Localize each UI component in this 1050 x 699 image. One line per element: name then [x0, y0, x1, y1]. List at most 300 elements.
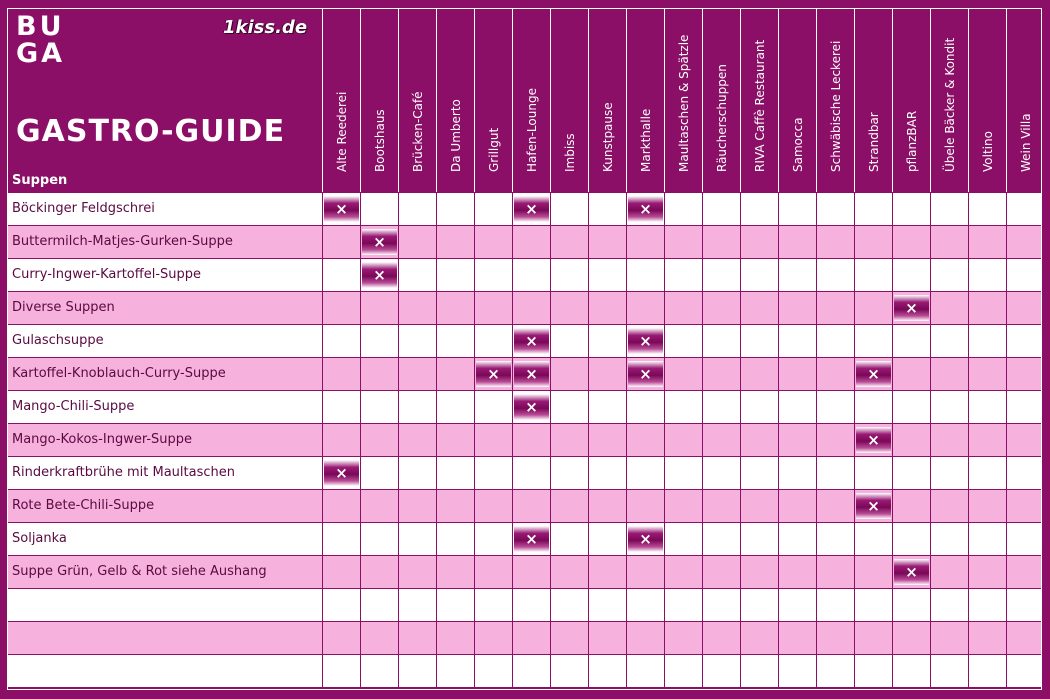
table-cell [778, 622, 816, 654]
table-cell [968, 226, 1006, 258]
table-cell [664, 391, 702, 423]
x-mark-icon: × [335, 199, 348, 218]
x-mark-icon: × [867, 364, 880, 383]
table-cell [892, 523, 930, 555]
availability-mark [362, 262, 397, 288]
table-cell [626, 259, 664, 291]
column-header [360, 9, 398, 192]
x-mark-icon: × [639, 364, 652, 383]
table-row [8, 192, 1042, 225]
table-cell [702, 622, 740, 654]
table-cell [816, 325, 854, 357]
table-cell [702, 589, 740, 621]
table-cell [740, 358, 778, 390]
table-cell [664, 655, 702, 687]
table-cell [512, 193, 550, 225]
table-cell [550, 622, 588, 654]
column-header-label: Maultaschen & Spätzle [676, 34, 691, 172]
table-cell [588, 292, 626, 324]
table-cell [892, 622, 930, 654]
table-cell [968, 259, 1006, 291]
table-cell [664, 292, 702, 324]
table-cell [740, 391, 778, 423]
x-mark-icon: × [867, 496, 880, 515]
column-header [322, 9, 360, 192]
table-cell [930, 490, 968, 522]
table-cell [626, 490, 664, 522]
table-cell [398, 556, 436, 588]
table-cell [892, 424, 930, 456]
table-cell [968, 622, 1006, 654]
dish-name: Rinderkraftbrühe mit Maultaschen [12, 465, 235, 480]
table-cell [930, 655, 968, 687]
column-header [512, 9, 550, 192]
table-cell [322, 655, 360, 687]
table-cell [740, 193, 778, 225]
table-cell [398, 457, 436, 489]
availability-mark [628, 196, 663, 222]
table-cell [778, 391, 816, 423]
table-cell [968, 655, 1006, 687]
table-cell [512, 424, 550, 456]
x-mark-icon: × [639, 529, 652, 548]
table-cell [360, 622, 398, 654]
table-cell [1006, 556, 1042, 588]
table-cell [968, 424, 1006, 456]
column-header-label: Alte Reederei [334, 91, 349, 172]
table-cell [360, 490, 398, 522]
table-cell [1006, 490, 1042, 522]
table-cell [854, 193, 892, 225]
x-mark-icon: × [373, 232, 386, 251]
dish-name: Buttermilch-Matjes-Gurken-Suppe [12, 234, 233, 249]
table-cell [778, 490, 816, 522]
column-header-label: Grillgut [486, 127, 501, 172]
column-header-label: Hafen-Lounge [524, 88, 539, 172]
column-header [474, 9, 512, 192]
table-cell [398, 358, 436, 390]
table-cell [588, 457, 626, 489]
table-cell [930, 523, 968, 555]
table-cell [626, 424, 664, 456]
table-cell [360, 193, 398, 225]
table-cell [702, 457, 740, 489]
table-cell [512, 325, 550, 357]
availability-mark [514, 526, 549, 552]
dish-name: Soljanka [12, 531, 67, 546]
table-cell [436, 292, 474, 324]
table-cell [436, 655, 474, 687]
table-cell [968, 523, 1006, 555]
table-cell [854, 358, 892, 390]
table-cell [550, 193, 588, 225]
table-cell [702, 292, 740, 324]
table-cell [778, 589, 816, 621]
table-cell [626, 523, 664, 555]
table-cell [968, 490, 1006, 522]
table-cell [588, 325, 626, 357]
table-cell [588, 655, 626, 687]
availability-mark [514, 328, 549, 354]
table-cell [892, 292, 930, 324]
table-cell [816, 358, 854, 390]
table-header [8, 9, 1042, 192]
column-header-label: Schwäbische Leckerei [828, 40, 843, 172]
x-mark-icon: × [373, 265, 386, 284]
availability-mark [324, 196, 359, 222]
x-mark-icon: × [487, 364, 500, 383]
table-cell [322, 556, 360, 588]
table-cell [702, 259, 740, 291]
column-header [436, 9, 474, 192]
table-cell [664, 589, 702, 621]
table-cell [930, 193, 968, 225]
table-cell [398, 622, 436, 654]
table-cell [322, 490, 360, 522]
table-cell [702, 358, 740, 390]
table-cell [778, 358, 816, 390]
table-cell [854, 292, 892, 324]
table-cell [322, 292, 360, 324]
table-cell [740, 622, 778, 654]
table-cell [474, 457, 512, 489]
table-cell [930, 457, 968, 489]
table-cell [436, 259, 474, 291]
table-cell [474, 259, 512, 291]
column-header [778, 9, 816, 192]
x-mark-icon: × [639, 331, 652, 350]
table-cell [930, 259, 968, 291]
x-mark-icon: × [525, 199, 538, 218]
table-cell [474, 655, 512, 687]
table-cell [474, 589, 512, 621]
table-cell [474, 325, 512, 357]
table-cell [436, 457, 474, 489]
table-cell [816, 292, 854, 324]
x-mark-icon: × [525, 364, 538, 383]
table-cell [550, 490, 588, 522]
table-cell [740, 226, 778, 258]
category-label: Suppen [12, 173, 68, 188]
table-cell [664, 226, 702, 258]
table-cell [664, 556, 702, 588]
dish-name: Diverse Suppen [12, 300, 115, 315]
x-mark-icon: × [905, 562, 918, 581]
table-cell [398, 325, 436, 357]
table-cell [892, 259, 930, 291]
table-cell [360, 457, 398, 489]
table-cell [626, 325, 664, 357]
table-cell [436, 424, 474, 456]
table-cell [512, 655, 550, 687]
table-cell [550, 325, 588, 357]
table-cell [1006, 391, 1042, 423]
x-mark-icon: × [525, 331, 538, 350]
table-cell [322, 259, 360, 291]
table-cell [398, 589, 436, 621]
table-cell [1006, 358, 1042, 390]
dish-name: Gulaschsuppe [12, 333, 104, 348]
table-cell [740, 655, 778, 687]
table-cell [588, 259, 626, 291]
table-cell [436, 556, 474, 588]
table-cell [778, 556, 816, 588]
table-cell [702, 556, 740, 588]
table-cell [930, 226, 968, 258]
table-cell [1006, 622, 1042, 654]
column-header-label: pflanzBAR [904, 110, 919, 172]
table-cell [664, 523, 702, 555]
table-cell [360, 556, 398, 588]
table-cell [626, 622, 664, 654]
dish-name: Mango-Chili-Suppe [12, 399, 135, 414]
table-cell [740, 424, 778, 456]
x-mark-icon: × [905, 298, 918, 317]
table-cell [474, 358, 512, 390]
table-cell [322, 325, 360, 357]
table-cell [512, 391, 550, 423]
column-header-label: Samocca [790, 117, 805, 172]
availability-mark [476, 361, 511, 387]
column-header-label: Kunstpause [600, 102, 615, 172]
table-cell [702, 226, 740, 258]
table-cell [474, 490, 512, 522]
table-cell [664, 358, 702, 390]
table-row [8, 357, 1042, 390]
table-cell [588, 424, 626, 456]
table-row [8, 654, 1042, 687]
table-cell [436, 523, 474, 555]
table-cell [626, 589, 664, 621]
table-cell [550, 391, 588, 423]
table-cell [322, 358, 360, 390]
table-cell [398, 292, 436, 324]
availability-mark [856, 493, 891, 519]
table-cell [816, 556, 854, 588]
table-cell [398, 490, 436, 522]
table-cell [436, 490, 474, 522]
table-cell [512, 457, 550, 489]
availability-mark [514, 196, 549, 222]
dish-name: Mango-Kokos-Ingwer-Suppe [12, 432, 193, 447]
table-cell [702, 523, 740, 555]
table-cell [664, 259, 702, 291]
table-row [8, 324, 1042, 357]
table-cell [398, 523, 436, 555]
table-cell [1006, 193, 1042, 225]
page-title: GASTRO-GUIDE [16, 114, 286, 149]
column-header-label: Bootshaus [372, 109, 387, 172]
table-cell [930, 325, 968, 357]
table-cell [1006, 523, 1042, 555]
column-header [664, 9, 702, 192]
availability-mark [514, 361, 549, 387]
table-row [8, 621, 1042, 654]
buga-logo-line1: BU [16, 11, 65, 42]
table-cell [588, 523, 626, 555]
table-cell [398, 391, 436, 423]
table-cell [626, 292, 664, 324]
table-cell [1006, 325, 1042, 357]
column-header [626, 9, 664, 192]
table-cell [702, 424, 740, 456]
table-cell [854, 424, 892, 456]
table-cell [322, 457, 360, 489]
column-header [1006, 9, 1042, 192]
availability-mark [856, 361, 891, 387]
table-cell [588, 589, 626, 621]
table-cell [474, 391, 512, 423]
table-cell [512, 556, 550, 588]
table-cell [626, 655, 664, 687]
availability-mark [514, 394, 549, 420]
table-cell [588, 226, 626, 258]
table-cell [1006, 589, 1042, 621]
x-mark-icon: × [525, 397, 538, 416]
table-cell [322, 226, 360, 258]
table-cell [778, 226, 816, 258]
table-cell [968, 193, 1006, 225]
table-cell [360, 358, 398, 390]
availability-mark [362, 229, 397, 255]
table-cell [512, 523, 550, 555]
table-cell [854, 226, 892, 258]
x-mark-icon: × [525, 529, 538, 548]
table-cell [360, 589, 398, 621]
column-header-label: RIVA Caffè Restaurant [752, 39, 767, 172]
table-cell [740, 259, 778, 291]
column-header-label: Räucherschuppen [714, 64, 729, 172]
table-cell [512, 226, 550, 258]
table-cell [1006, 457, 1042, 489]
table-cell [550, 424, 588, 456]
table-cell [436, 358, 474, 390]
table-cell [1006, 424, 1042, 456]
column-header [816, 9, 854, 192]
table-cell [474, 292, 512, 324]
table-cell [550, 523, 588, 555]
table-cell [702, 325, 740, 357]
table-cell [474, 226, 512, 258]
availability-mark [894, 559, 929, 585]
table-cell [968, 589, 1006, 621]
table-cell [854, 391, 892, 423]
table-cell [854, 457, 892, 489]
table-cell [816, 490, 854, 522]
column-header-label: Übele Bäcker & Kondit [942, 37, 957, 172]
x-mark-icon: × [335, 463, 348, 482]
gastro-guide-table [7, 8, 1042, 690]
table-row [8, 258, 1042, 291]
table-row [8, 423, 1042, 456]
table-cell [398, 259, 436, 291]
table-cell [816, 523, 854, 555]
table-cell [854, 490, 892, 522]
table-cell [816, 259, 854, 291]
column-header [892, 9, 930, 192]
table-cell [1006, 226, 1042, 258]
table-cell [588, 622, 626, 654]
table-cell [398, 424, 436, 456]
watermark: 1kiss.de [223, 17, 308, 38]
table-cell [892, 556, 930, 588]
dish-name: Curry-Ingwer-Kartoffel-Suppe [12, 267, 202, 282]
table-cell [740, 589, 778, 621]
table-row [8, 588, 1042, 621]
x-mark-icon: × [639, 199, 652, 218]
table-cell [892, 655, 930, 687]
table-cell [322, 523, 360, 555]
table-cell [474, 523, 512, 555]
table-cell [816, 193, 854, 225]
table-cell [436, 622, 474, 654]
table-row [8, 456, 1042, 489]
table-cell [588, 193, 626, 225]
table-cell [398, 226, 436, 258]
table-cell [436, 589, 474, 621]
table-cell [512, 490, 550, 522]
table-cell [550, 292, 588, 324]
table-cell [550, 589, 588, 621]
table-cell [968, 391, 1006, 423]
table-cell [436, 391, 474, 423]
table-cell [778, 424, 816, 456]
table-cell [1006, 292, 1042, 324]
table-cell [778, 523, 816, 555]
table-cell [322, 424, 360, 456]
table-cell [322, 589, 360, 621]
table-cell [664, 490, 702, 522]
table-cell [740, 523, 778, 555]
table-cell [816, 622, 854, 654]
column-header-label: Brücken-Café [410, 91, 425, 172]
table-row [8, 225, 1042, 258]
table-cell [968, 358, 1006, 390]
table-cell [702, 655, 740, 687]
table-cell [474, 556, 512, 588]
table-cell [322, 391, 360, 423]
table-row [8, 291, 1042, 324]
table-cell [968, 457, 1006, 489]
table-cell [550, 259, 588, 291]
dish-name: Suppe Grün, Gelb & Rot siehe Aushang [12, 564, 267, 579]
table-cell [436, 325, 474, 357]
table-cell [474, 424, 512, 456]
table-row [8, 489, 1042, 522]
table-cell [550, 556, 588, 588]
table-cell [626, 391, 664, 423]
x-mark-icon: × [867, 430, 880, 449]
availability-mark [628, 328, 663, 354]
table-cell [588, 358, 626, 390]
column-header-label: Voltino [980, 131, 995, 172]
column-header [854, 9, 892, 192]
dish-name: Rote Bete-Chili-Suppe [12, 498, 155, 513]
table-cell [512, 358, 550, 390]
table-row [8, 522, 1042, 555]
table-cell [360, 325, 398, 357]
column-header-label: Imbiss [562, 133, 577, 172]
table-cell [930, 589, 968, 621]
table-cell [398, 655, 436, 687]
table-cell [816, 589, 854, 621]
table-cell [740, 325, 778, 357]
table-cell [892, 457, 930, 489]
availability-mark [628, 361, 663, 387]
table-cell [968, 292, 1006, 324]
table-cell [854, 523, 892, 555]
table-cell [930, 292, 968, 324]
